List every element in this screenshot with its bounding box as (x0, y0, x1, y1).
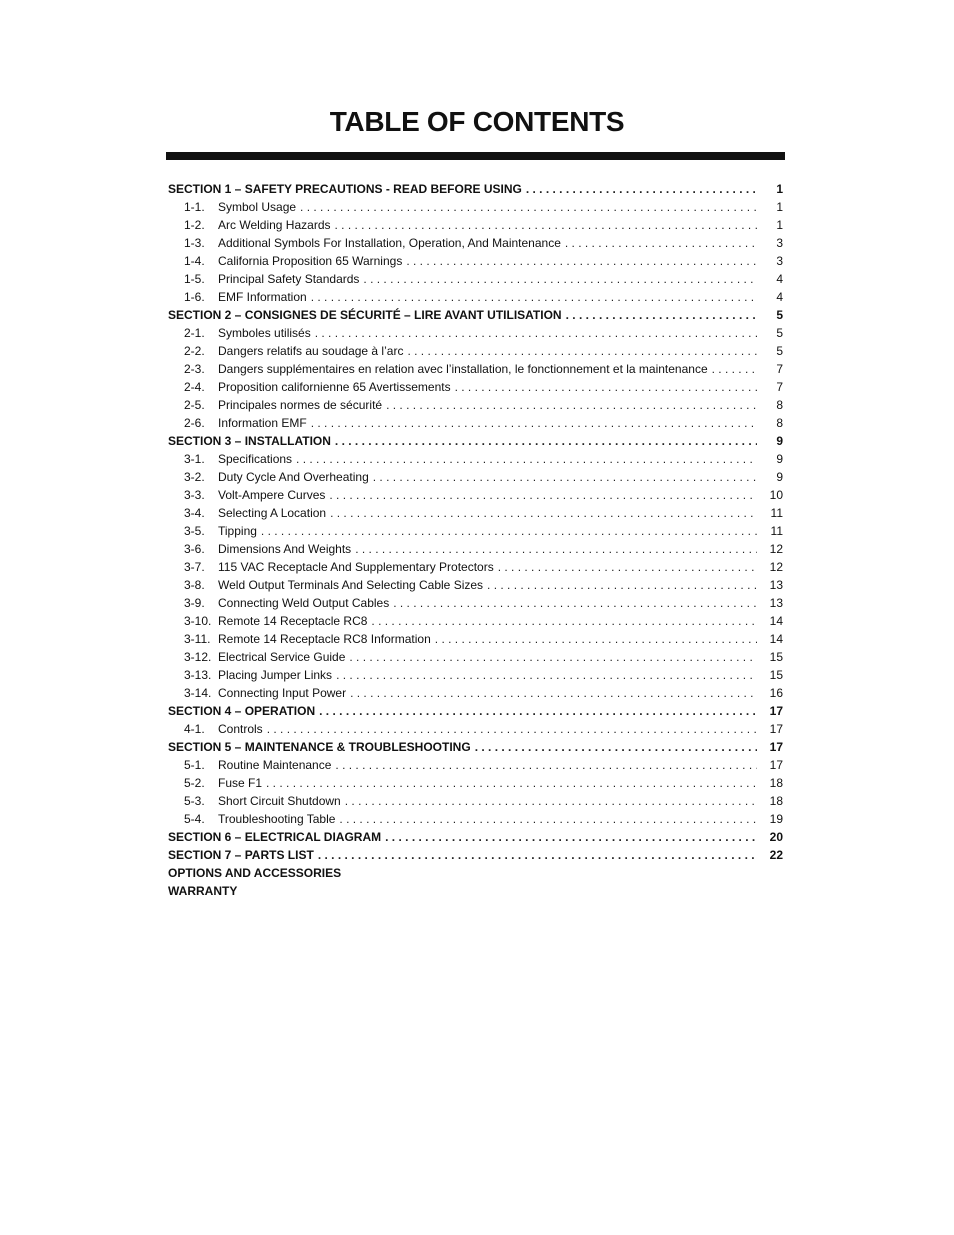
toc-entry-label: Remote 14 Receptacle RC8 Information (218, 632, 431, 646)
toc-entry-label: SECTION 4 – OPERATION (168, 704, 316, 718)
toc-entry-label: Selecting A Location (218, 506, 327, 520)
toc-entry-label: Dangers relatifs au soudage à l’arc (218, 344, 404, 358)
toc-subsection-entry[interactable] (168, 414, 783, 432)
toc-subsection-entry[interactable] (168, 324, 783, 342)
toc-entry-label: SECTION 5 – MAINTENANCE & TROUBLESHOOTING (168, 740, 471, 754)
toc-leader-dots (311, 414, 757, 432)
toc-entry-label: Proposition californienne 65 Avertissements (218, 380, 451, 394)
toc-subsection-entry[interactable] (168, 252, 783, 270)
toc-entry-label: Additional Symbols For Installation, Operation, And Maintenance (218, 236, 561, 250)
toc-leader-dots (349, 648, 757, 666)
toc-section-entry[interactable] (168, 432, 783, 450)
toc-leader-dots (565, 234, 757, 252)
toc-entry-label: Remote 14 Receptacle RC8 (218, 614, 368, 628)
toc-leader-dots (267, 720, 757, 738)
toc-entry-number: 1-4. (184, 254, 205, 268)
toc-page-number: 18 (769, 794, 783, 808)
toc-entry-number: 5-4. (184, 812, 205, 826)
toc-subsection-entry[interactable] (168, 648, 783, 666)
toc-page-number: 18 (769, 776, 783, 790)
toc-entry-number: 3-1. (184, 452, 205, 466)
toc-entry-label: Symboles utilisés (218, 326, 311, 340)
toc-subsection-entry[interactable] (168, 540, 783, 558)
toc-entry-label: California Proposition 65 Warnings (218, 254, 403, 268)
toc-leader-dots (335, 216, 758, 234)
toc-entry-label: SECTION 3 – INSTALLATION (168, 434, 331, 448)
toc-entry-label: Short Circuit Shutdown (218, 794, 341, 808)
toc-leader-dots (339, 810, 757, 828)
toc-subsection-entry[interactable] (168, 612, 783, 630)
toc-page-number: 5 (776, 308, 783, 322)
toc-entry-label: Specifications (218, 452, 293, 466)
toc-entry-number: 2-1. (184, 326, 205, 340)
toc-entry-label: Volt-Ampere Curves (218, 488, 326, 502)
toc-page-number: 17 (769, 722, 783, 736)
toc-entry-label: SECTION 6 – ELECTRICAL DIAGRAM (168, 830, 382, 844)
toc-leader-dots (407, 342, 757, 360)
toc-page-number: 20 (769, 830, 783, 844)
toc-page-number: 3 (776, 236, 783, 250)
toc-entry-number: 2-3. (184, 362, 205, 376)
toc-entry-label: Dimensions And Weights (218, 542, 352, 556)
toc-leader-dots (498, 558, 757, 576)
toc-page-number: 4 (776, 272, 783, 286)
toc-leader-dots (455, 378, 757, 396)
toc-section-entry[interactable] (168, 738, 783, 756)
toc-entry-number: 3-10. (184, 614, 212, 628)
toc-subsection-entry[interactable] (168, 594, 783, 612)
toc-entry-label: Connecting Input Power (218, 686, 347, 700)
toc-section-entry[interactable] (168, 846, 783, 864)
toc-page-number: 3 (776, 254, 783, 268)
toc-entry-number: 3-12. (184, 650, 212, 664)
toc-leader-dots (345, 792, 757, 810)
toc-subsection-entry[interactable] (168, 270, 783, 288)
toc-entry-label: Controls (218, 722, 263, 736)
toc-entry-number: 5-2. (184, 776, 205, 790)
toc-entry-label: Principal Safety Standards (218, 272, 360, 286)
toc-entry-number: 1-5. (184, 272, 205, 286)
toc-entry-label: Arc Welding Hazards (218, 218, 331, 232)
toc-page-number: 16 (769, 686, 783, 700)
toc-entry-number: 3-3. (184, 488, 205, 502)
toc-section-entry[interactable] (168, 702, 783, 720)
toc-page-number: 12 (769, 542, 783, 556)
toc-page-number: 1 (776, 218, 783, 232)
toc-leader-dots (475, 738, 757, 756)
toc-entry-label: Symbol Usage (218, 200, 297, 214)
toc-page-number: 19 (769, 812, 783, 826)
toc-entry-label: Information EMF (218, 416, 307, 430)
toc-leader-dots (300, 198, 757, 216)
toc-entry-label: SECTION 1 – SAFETY PRECAUTIONS - READ BEFORE USING (168, 182, 522, 196)
toc-entry-label: SECTION 7 – PARTS LIST (168, 848, 314, 862)
toc-page-number: 10 (769, 488, 783, 502)
toc-page-number: 14 (769, 614, 783, 628)
toc-leader-dots (371, 612, 757, 630)
toc-subsection-entry[interactable] (168, 792, 783, 810)
toc-subsection-entry[interactable] (168, 810, 783, 828)
toc-leader-dots (336, 666, 757, 684)
toc-page-number: 9 (776, 452, 783, 466)
toc-page-number: 9 (776, 434, 783, 448)
toc-entry-number: 3-2. (184, 470, 205, 484)
toc-entry-number: 3-14. (184, 686, 212, 700)
toc-page-number: 17 (769, 740, 783, 754)
toc-subsection-entry[interactable] (168, 666, 783, 684)
toc-entry-number: 3-5. (184, 524, 205, 538)
toc-page-number: 8 (776, 398, 783, 412)
toc-section-entry[interactable] (168, 828, 783, 846)
toc-leader-dots (315, 324, 757, 342)
toc-leader-dots (385, 828, 757, 846)
toc-entry-number: 1-1. (184, 200, 205, 214)
toc-entry-number: 1-3. (184, 236, 205, 250)
toc-page-number: 1 (776, 182, 783, 196)
toc-entry-label: Connecting Weld Output Cables (218, 596, 390, 610)
toc-entry-number: 3-8. (184, 578, 205, 592)
toc-entry-number: 4-1. (184, 722, 205, 736)
toc-entry-number: 2-4. (184, 380, 205, 394)
toc-leader-dots (363, 270, 757, 288)
toc-entry-label: 115 VAC Receptacle And Supplementary Protectors (218, 560, 494, 574)
toc-subsection-entry[interactable] (168, 756, 783, 774)
toc-leader-dots (435, 630, 757, 648)
toc-subsection-entry[interactable] (168, 468, 783, 486)
toc-subsection-entry[interactable] (168, 522, 783, 540)
toc-leader-dots (386, 396, 757, 414)
toc-entry-number: 5-3. (184, 794, 205, 808)
toc-page-number: 5 (776, 344, 783, 358)
toc-subsection-entry[interactable] (168, 774, 783, 792)
toc-page-number: 17 (769, 758, 783, 772)
toc-leader-dots (487, 576, 757, 594)
toc-entry-label: Fuse F1 (218, 776, 263, 790)
toc-entry-label: Principales normes de sécurité (218, 398, 383, 412)
toc-entry-label: Duty Cycle And Overheating (218, 470, 369, 484)
toc-leader-dots (266, 774, 757, 792)
toc-leader-dots (526, 180, 757, 198)
toc-page-number: 17 (769, 704, 783, 718)
toc-entry-number: 2-2. (184, 344, 205, 358)
toc-page-number: 9 (776, 470, 783, 484)
toc-entry-label: SECTION 2 – CONSIGNES DE SÉCURITÉ – LIRE AVANT UTILISATION (168, 308, 562, 322)
toc-page-number: 8 (776, 416, 783, 430)
page-title: TABLE OF CONTENTS (329, 106, 625, 137)
toc-subsection-entry[interactable] (168, 504, 783, 522)
toc-entry-label: WARRANTY (168, 884, 238, 898)
toc-entry-number: 3-7. (184, 560, 205, 574)
toc-subsection-entry[interactable] (168, 360, 783, 378)
toc-leader-dots (406, 252, 757, 270)
toc-subsection-entry[interactable] (168, 630, 783, 648)
toc-leader-dots (566, 306, 757, 324)
title-rule (166, 152, 785, 160)
toc-leader-dots (261, 522, 757, 540)
toc-entry-label: EMF Information (218, 290, 307, 304)
toc-page-number: 1 (776, 200, 783, 214)
toc-subsection-entry[interactable] (168, 684, 783, 702)
toc-leader-dots (355, 540, 757, 558)
toc-leader-dots (335, 756, 757, 774)
toc-page-number: 7 (776, 362, 783, 376)
toc-leader-dots (296, 450, 757, 468)
toc-entry-number: 2-6. (184, 416, 205, 430)
toc-subsection-entry[interactable] (168, 342, 783, 360)
toc-page-number: 15 (769, 650, 783, 664)
toc-subsection-entry[interactable] (168, 558, 783, 576)
toc-entry-label: Electrical Service Guide (218, 650, 346, 664)
toc-entry-number: 3-6. (184, 542, 205, 556)
toc-page-number: 12 (769, 560, 783, 574)
toc-page-number: 15 (769, 668, 783, 682)
toc-subsection-entry[interactable] (168, 216, 783, 234)
toc-page-number: 4 (776, 290, 783, 304)
toc-leader-dots (318, 846, 757, 864)
toc-page-number: 22 (769, 848, 783, 862)
toc-page-number: 11 (770, 524, 783, 538)
toc-subsection-entry[interactable] (168, 378, 783, 396)
toc-entry-number: 1-6. (184, 290, 205, 304)
toc-subsection-entry[interactable] (168, 450, 783, 468)
toc-subsection-entry[interactable] (168, 720, 783, 738)
toc-leader-dots (335, 432, 757, 450)
toc-entry-number: 3-11. (184, 632, 211, 646)
toc-entry-label: Troubleshooting Table (218, 812, 336, 826)
toc-subsection-entry[interactable] (168, 576, 783, 594)
toc-leader-dots (319, 702, 757, 720)
toc-entry-number: 3-13. (184, 668, 212, 682)
toc-subsection-entry[interactable] (168, 486, 783, 504)
toc-page-number: 13 (769, 578, 783, 592)
toc-page-number: 13 (769, 596, 783, 610)
toc-entry-label: Tipping (218, 524, 257, 538)
toc-section-entry[interactable] (168, 864, 783, 882)
toc-leader-dots (350, 684, 757, 702)
toc-section-entry[interactable] (168, 180, 783, 198)
toc-leader-dots (393, 594, 757, 612)
toc-page-number: 14 (769, 632, 783, 646)
toc-page-number: 5 (776, 326, 783, 340)
toc-subsection-entry[interactable] (168, 396, 783, 414)
toc-entry-label: Routine Maintenance (218, 758, 332, 772)
toc-page-number: 11 (770, 506, 783, 520)
toc-section-entry[interactable] (168, 882, 783, 900)
toc-entry-label: Dangers supplémentaires en relation avec l’installation, le fonctionnement et la maintenance (218, 362, 708, 376)
toc-entry-label: Placing Jumper Links (218, 668, 333, 682)
toc-page-number: 7 (776, 380, 783, 394)
toc-entry-number: 3-9. (184, 596, 205, 610)
toc-entry-number: 5-1. (184, 758, 205, 772)
toc-entry-number: 1-2. (184, 218, 205, 232)
toc-leader-dots (311, 288, 757, 306)
toc-subsection-entry[interactable] (168, 234, 783, 252)
toc-subsection-entry[interactable] (168, 288, 783, 306)
toc-section-entry[interactable] (168, 306, 783, 324)
toc-entry-number: 3-4. (184, 506, 205, 520)
toc-leader-dots (329, 486, 757, 504)
toc-leader-dots (330, 504, 757, 522)
toc-entry-label: OPTIONS AND ACCESSORIES (168, 866, 342, 880)
toc-leader-dots (373, 468, 757, 486)
toc-entry-label: Weld Output Terminals And Selecting Cable Sizes (218, 578, 484, 592)
toc-subsection-entry[interactable] (168, 198, 783, 216)
table-of-contents (168, 180, 783, 900)
toc-leader-dots (712, 360, 757, 378)
toc-entry-number: 2-5. (184, 398, 205, 412)
